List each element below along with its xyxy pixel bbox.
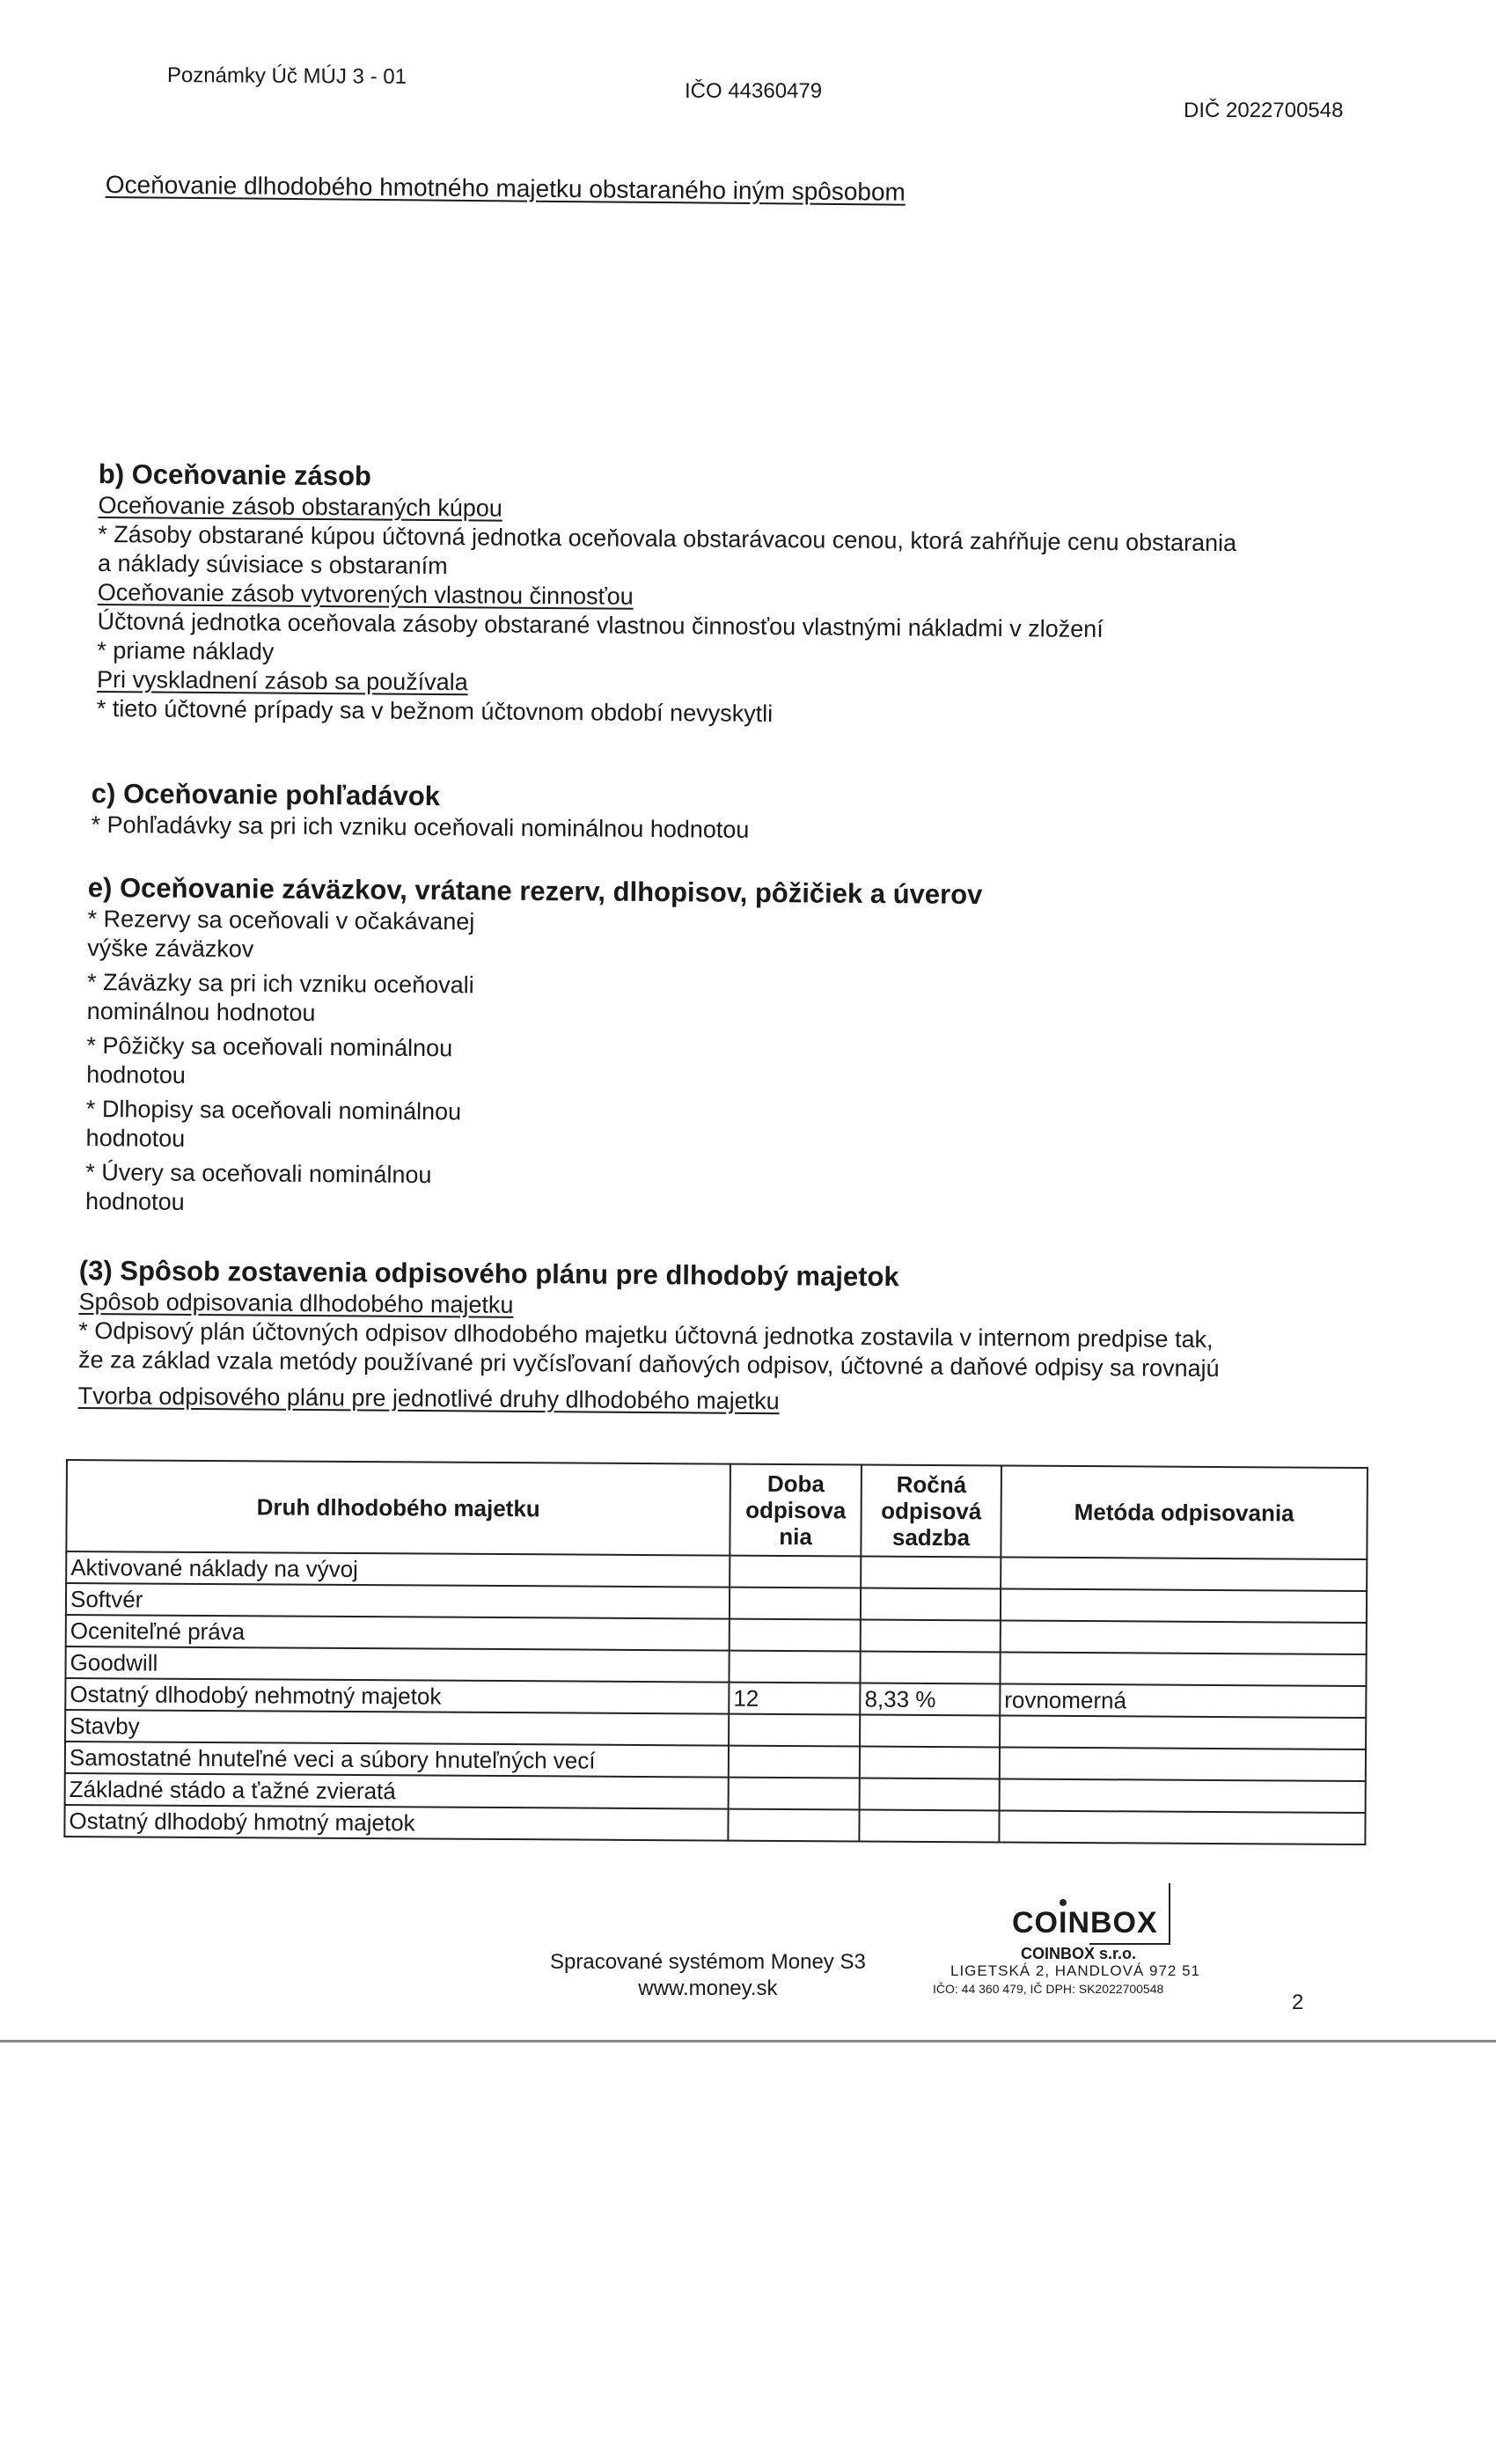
section-3-sub: Spôsob odpisovania dlhodobého majetku (78, 1287, 514, 1318)
asset-name: Ostatný dlhodobý hmotný majetok (64, 1805, 728, 1841)
depreciation-table (63, 1459, 1368, 1845)
asset-name: Stavby (65, 1710, 729, 1746)
section-3-line2: že za základ vzala metódy používané pri vyčísľovaní daňových odpisov, účtovné a daňové odpisy sa rovnajú (77, 1346, 1220, 1382)
section-e-line: výške záväzkov (87, 934, 254, 963)
table-row (64, 1805, 1365, 1844)
stamp-address: LIGETSKÁ 2, HANDLOVÁ 972 51 (950, 1962, 1201, 1979)
section-3-heading: (3) Spôsob zostavenia odpisového plánu pre dlhodobý majetok (78, 1255, 899, 1293)
page-edge (0, 2040, 1496, 2042)
header-period (730, 1464, 862, 1557)
section-e (85, 871, 983, 1223)
section-e-line: hodnotou (85, 1124, 186, 1152)
section-b-sub3: Pri vyskladnení zásob sa používala (96, 665, 468, 696)
asset-name: Samostatné hnuteľné veci a súbory hnuteľných vecí (65, 1742, 729, 1778)
section-b-line1a: * Zásoby obstarané kúpou účtovná jednotka oceňovala obstarávacou cenou, ktorá zahŕňuje cenu obstarania (98, 520, 1237, 557)
section-e-line: * Rezervy sa oceňovali v očakávanej (87, 905, 475, 935)
rate-cell (860, 1715, 1000, 1748)
header-period-l2: odpisova (745, 1496, 847, 1524)
rate-cell (860, 1778, 1000, 1811)
section-b-sub2: Oceňovanie zásob vytvorených vlastnou činnosťou (97, 578, 634, 610)
section-title-other-acquisition: Oceňovanie dlhodobého hmotného majetku obstaraného iným spôsobom (105, 170, 906, 206)
footer-processed (550, 1949, 866, 2002)
method-cell (1001, 1620, 1367, 1654)
header-ico: IČO 44360479 (685, 79, 823, 103)
section-3 (78, 1254, 1221, 1419)
header-rate-l3: sadzba (891, 1523, 971, 1551)
asset-name: Goodwill (65, 1646, 729, 1683)
method-cell (999, 1810, 1365, 1844)
header-dic: DIČ 2022700548 (1184, 99, 1344, 122)
section-c-heading: c) Oceňovanie pohľadávok (91, 777, 441, 812)
section-e-line: hodnotou (86, 1060, 186, 1089)
method-cell (1000, 1778, 1366, 1813)
period-cell (729, 1778, 860, 1810)
table-caption: Tvorba odpisového plánu pre jednotlivé druhy dlhodobého majetku (77, 1382, 780, 1415)
company-stamp (1012, 1883, 1170, 1945)
section-e-heading: e) Oceňovanie záväzkov, vrátane rezerv, dlhopisov, pôžičiek a úverov (87, 871, 983, 910)
method-cell: rovnomerná (1000, 1683, 1366, 1718)
section-e-line: * Úvery sa oceňovali nominálnou (85, 1158, 432, 1189)
stamp-logo-text: COINBOX (1012, 1906, 1158, 1940)
period-cell (730, 1588, 861, 1620)
page-number: 2 (1292, 1991, 1304, 2014)
header-rate-l2: odpisová (881, 1497, 982, 1525)
method-cell (1001, 1588, 1367, 1623)
period-cell (730, 1651, 861, 1683)
method-cell (1000, 1747, 1366, 1781)
stamp-company: COINBOX s.r.o. (1021, 1945, 1137, 1962)
section-b-line2b: * priame náklady (97, 636, 275, 665)
asset-name: Základné stádo a ťažné zvieratá (65, 1773, 729, 1809)
period-cell (730, 1619, 861, 1652)
header-period-l3: nia (779, 1522, 812, 1551)
method-cell (1000, 1715, 1366, 1749)
period-cell (729, 1714, 860, 1747)
section-c-line: * Pohľadávky sa pri ich vzniku oceňovali nominálnou hodnotou (91, 810, 750, 843)
section-b-line1b: a náklady súvisiace s obstaraním (97, 549, 448, 580)
section-e-line: * Záväzky sa pri ich vzniku oceňovali (86, 968, 474, 999)
section-b-line3: * tieto účtovné prípady sa v bežnom účtovnom období nevyskytli (96, 694, 774, 728)
section-c (91, 777, 749, 845)
period-cell (730, 1556, 861, 1588)
header-rate-l1: Ročná (896, 1470, 967, 1499)
asset-name: Aktivované náklady na vývoj (66, 1551, 730, 1588)
section-b-sub1: Oceňovanie zásob obstaraných kúpou (98, 491, 502, 522)
rate-cell (861, 1620, 1001, 1653)
table-header-row (66, 1460, 1368, 1559)
header-asset-type: Druh dlhodobého majetku (66, 1460, 730, 1556)
period-cell: 12 (729, 1683, 860, 1715)
section-e-line: nominálnou hodnotou (86, 997, 316, 1027)
footer-processed-line2: www.money.sk (638, 1976, 778, 2000)
period-cell (728, 1809, 859, 1842)
rate-cell (860, 1747, 1000, 1779)
period-cell (729, 1746, 860, 1778)
asset-name: Oceniteľné práva (66, 1615, 730, 1651)
section-b-heading: b) Oceňovanie zásob (98, 458, 372, 492)
asset-name: Ostatný dlhodobý nehmotný majetok (65, 1678, 729, 1714)
rate-cell: 8,33 % (860, 1683, 1000, 1716)
section-e-line: * Pôžičky sa oceňovali nominálnou (86, 1031, 453, 1062)
header-period-l1: Doba (766, 1470, 825, 1498)
stamp-logo-dot (1060, 1899, 1067, 1906)
section-b-line2a: Účtovná jednotka oceňovala zásoby obstarané vlastnou činnosťou vlastnými nákladmi v zložení (97, 607, 1104, 642)
section-3-line1: * Odpisový plán účtovných odpisov dlhodobého majetku účtovná jednotka zostavila v internom predpise tak, (78, 1316, 1214, 1353)
method-cell (1001, 1557, 1367, 1591)
stamp-ids: IČO: 44 360 479, IČ DPH: SK2022700548 (933, 1982, 1164, 1996)
section-b (97, 458, 1237, 732)
rate-cell (861, 1652, 1001, 1684)
method-cell (1000, 1652, 1366, 1686)
rate-cell (860, 1810, 1000, 1843)
header-method: Metóda odpisovania (1001, 1465, 1368, 1559)
footer-processed-line1: Spracované systémom Money S3 (550, 1950, 866, 1974)
header-left: Poznámky Úč MÚJ 3 - 01 (166, 63, 407, 89)
rate-cell (861, 1557, 1001, 1589)
rate-cell (861, 1588, 1001, 1621)
section-e-line: * Dlhopisy sa oceňovali nominálnou (85, 1095, 462, 1126)
asset-name: Softvér (66, 1583, 730, 1619)
header-rate (861, 1465, 1001, 1558)
section-e-line: hodnotou (84, 1187, 185, 1215)
